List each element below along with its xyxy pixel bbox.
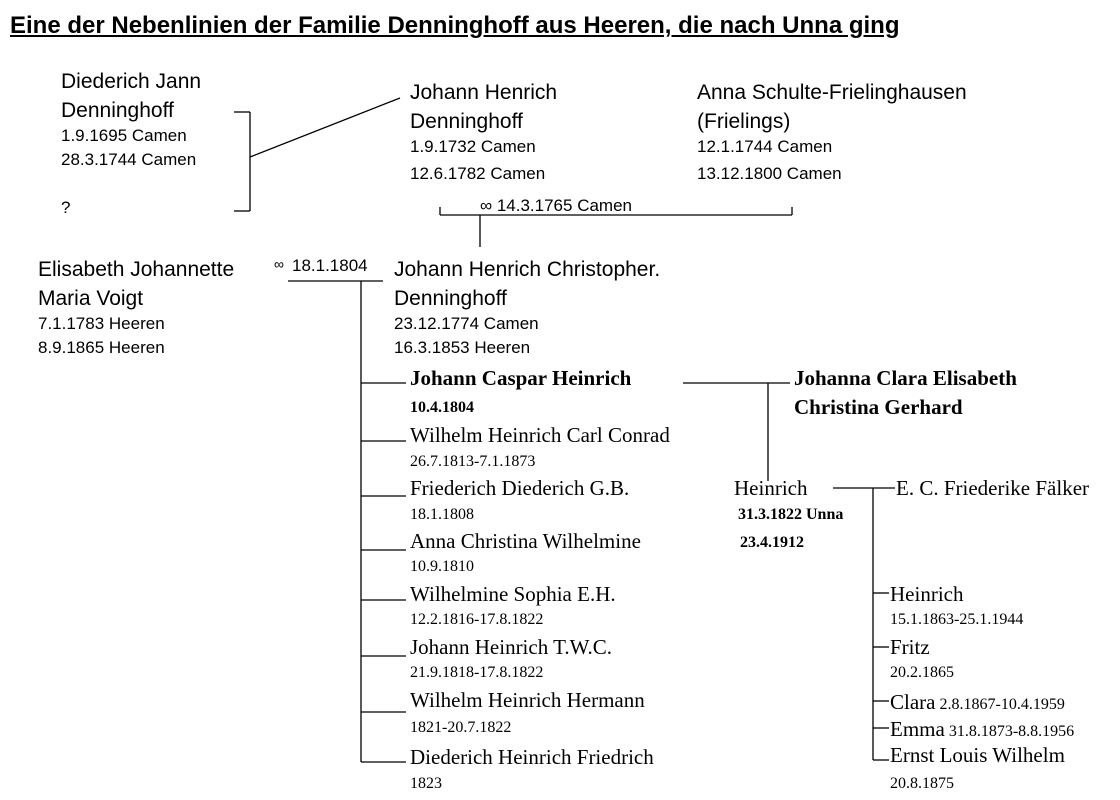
grandchild-name: Ernst Louis Wilhelm — [890, 743, 1065, 767]
child-name: Johann Caspar Heinrich — [410, 366, 632, 390]
grandchild-name: Fritz — [890, 635, 930, 659]
child-dates: 10.4.1804 — [410, 399, 474, 416]
grandchild-emma — [890, 717, 1074, 742]
grandchild-dates: 20.2.1865 — [890, 664, 954, 681]
marriage-symbol: ∞ — [274, 256, 284, 272]
person-name-line1: Johanna Clara Elisabeth — [794, 366, 1017, 390]
death-date: 28.3.1744 Camen — [61, 150, 197, 169]
person-name: Heinrich — [734, 476, 808, 500]
spouse-unknown: ? — [61, 198, 71, 217]
child-dates: 1823 — [410, 775, 442, 792]
birth-date: 12.1.1744 Camen — [697, 137, 833, 156]
child-name: Diederich Heinrich Friedrich — [410, 745, 654, 769]
death-date: 12.6.1782 Camen — [410, 164, 546, 183]
birth-date: 1.9.1695 Camen — [61, 126, 187, 145]
birth-date: 7.1.1783 Heeren — [38, 314, 165, 333]
person-name-line2: Denninghoff — [394, 287, 507, 310]
child-dates: 1821-20.7.1822 — [410, 719, 512, 736]
marriage-date-gen2: 18.1.1804 — [292, 256, 368, 275]
grandchild-clara — [890, 690, 1065, 715]
grandchild-name: Heinrich — [890, 582, 964, 606]
child-dates: 21.9.1818-17.8.1822 — [410, 664, 544, 681]
child-dates: 10.9.1810 — [410, 558, 474, 575]
grandchild-dates: 20.8.1875 — [890, 775, 954, 792]
person-name-line2: Denninghoff — [61, 99, 174, 122]
birth-date: 31.3.1822 Unna — [738, 506, 844, 523]
page-title: Eine der Nebenlinien der Familie Denninghoff aus Heeren, die nach Unna ging — [10, 12, 900, 39]
child-name: Wilhelm Heinrich Carl Conrad — [410, 423, 670, 447]
child-name: Friederich Diederich G.B. — [410, 476, 630, 500]
grandchild-dates: 2.8.1867-10.4.1959 — [939, 696, 1065, 713]
grandchild-name: Clara — [890, 690, 936, 714]
marriage-date-gen1: ∞ 14.3.1765 Camen — [480, 196, 632, 215]
death-date: 23.4.1912 — [740, 534, 804, 551]
person-name-line1: Elisabeth Johannette — [38, 258, 235, 281]
person-name-line2: Maria Voigt — [38, 287, 144, 310]
birth-date: 1.9.1732 Camen — [410, 137, 536, 156]
grandchild-dates: 15.1.1863-25.1.1944 — [890, 611, 1024, 628]
person-name-line2: (Frielings) — [697, 110, 791, 133]
child-dates: 12.2.1816-17.8.1822 — [410, 611, 544, 628]
person-name-line1: Anna Schulte-Frielinghausen — [697, 81, 967, 104]
death-date: 13.12.1800 Camen — [697, 164, 842, 183]
person-name-line2: Christina Gerhard — [794, 395, 963, 419]
person-name-line1: Johann Henrich — [410, 81, 558, 104]
person-name-line1: Diederich Jann — [61, 70, 202, 93]
person-name-line1: Johann Henrich Christopher. — [394, 258, 661, 281]
child-name: Anna Christina Wilhelmine — [410, 529, 641, 553]
child-name: Wilhelmine Sophia E.H. — [410, 582, 616, 606]
death-date: 16.3.1853 Heeren — [394, 338, 531, 357]
person-friederike: E. C. Friederike Fälker — [896, 476, 1090, 500]
child-dates: 18.1.1808 — [410, 506, 474, 523]
grandchild-name: Emma — [890, 717, 945, 741]
person-name-line2: Denninghoff — [410, 110, 523, 133]
child-dates: 26.7.1813-7.1.1873 — [410, 453, 536, 470]
death-date: 8.9.1865 Heeren — [38, 338, 165, 357]
child-name: Johann Heinrich T.W.C. — [410, 635, 613, 659]
grandchild-dates: 31.8.1873-8.8.1956 — [948, 723, 1075, 740]
child-name: Wilhelm Heinrich Hermann — [410, 688, 645, 712]
birth-date: 23.12.1774 Camen — [394, 314, 539, 333]
